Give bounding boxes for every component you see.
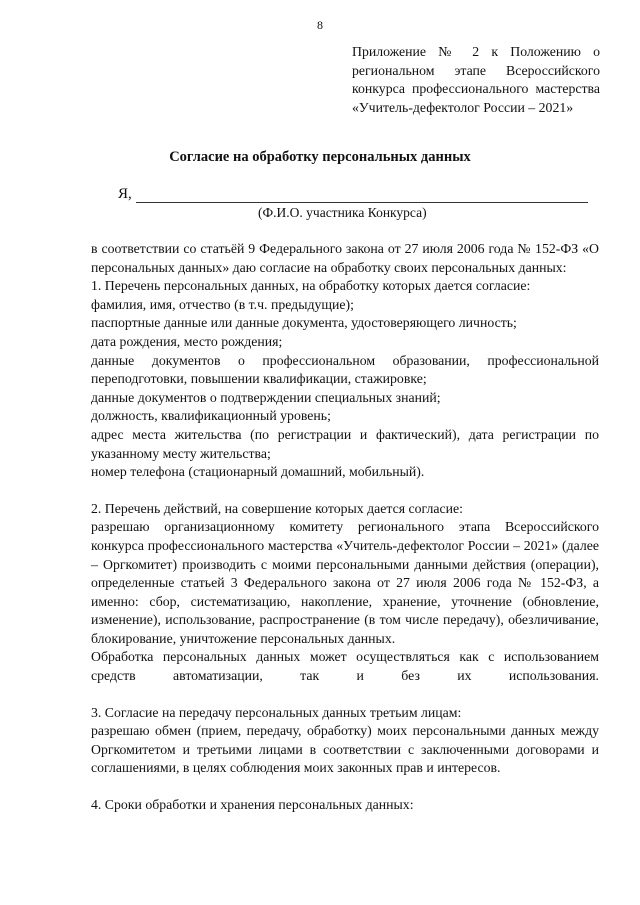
section2-text-automation: Обработка персональных данных может осуществляться как с использованием средств автоматизации, так и без их использования. bbox=[91, 649, 599, 684]
section4-heading: 4. Сроки обработки и хранения персональных данных: bbox=[91, 797, 414, 813]
document-body bbox=[91, 240, 599, 815]
intro-paragraph: в соответствии со статьёй 9 Федерального закона от 27 июля 2006 года № 152-ФЗ «О персональных данных» даю согласие на обработку своих персональных данных: bbox=[91, 241, 599, 275]
section1-item: данные документов о подтверждении специальных знаний; bbox=[91, 389, 441, 405]
section1-item: данные документов о профессиональном образовании, профессиональной переподготовки, повышении квалификации, стажировке; bbox=[91, 352, 599, 387]
section1-item: дата рождения, место рождения; bbox=[91, 333, 283, 349]
section1-heading: 1. Перечень персональных данных, на обработку которых дается согласие: bbox=[91, 278, 531, 294]
section1-item: фамилия, имя, отчество (в т.ч. предыдущие); bbox=[91, 296, 354, 312]
ya-label: Я, bbox=[118, 186, 132, 202]
section1-item: паспортные данные или данные документа, удостоверяющего личность; bbox=[91, 315, 517, 331]
section1-item: адрес места жительства (по регистрации и фактический), дата регистрации по указанному месту жительства; bbox=[91, 426, 599, 461]
document-title: Согласие на обработку персональных данных bbox=[169, 149, 471, 165]
appendix-reference: Приложение № 2 к Положению о региональном этапе Всероссийского конкурса профессионального мастерства «Учитель-дефектолог России – 2021» bbox=[352, 44, 600, 115]
fio-fill-line bbox=[136, 202, 588, 203]
section1-item: номер телефона (стационарный домашний, мобильный). bbox=[91, 464, 425, 480]
section3-text: разрешаю обмен (прием, передачу, обработку) моих персональными данных между Оргкомитетом и третьими лицами в соответствии с заключенными договорами и соглашениями, в целях соблюдения моих законных прав и интересов. bbox=[91, 723, 599, 776]
section2-text: разрешаю организационному комитету регионального этапа Всероссийского конкурса профессионального мастерства «Учитель-дефектолог России – 2021» (далее – Оргкомитет) производить с моими персональными данными действия (операции), определенные статьей 3 Федерального закона от 27 июля 2006 года № 152-ФЗ, а именно: сбор, систематизацию, накопление, хранение, уточнение (обновление, изменение), использование, распространение (в том числе передачу), обезличивание, блокирование, уничтожение персональных данных. bbox=[91, 519, 599, 646]
section1-item: должность, квалификационный уровень; bbox=[91, 408, 331, 424]
page-number: 8 bbox=[317, 18, 323, 32]
section2-heading: 2. Перечень действий, на совершение которых дается согласие: bbox=[91, 500, 463, 516]
fio-caption: (Ф.И.О. участника Конкурса) bbox=[258, 205, 427, 220]
section3-heading: 3. Согласие на передачу персональных данных третьим лицам: bbox=[91, 704, 462, 720]
